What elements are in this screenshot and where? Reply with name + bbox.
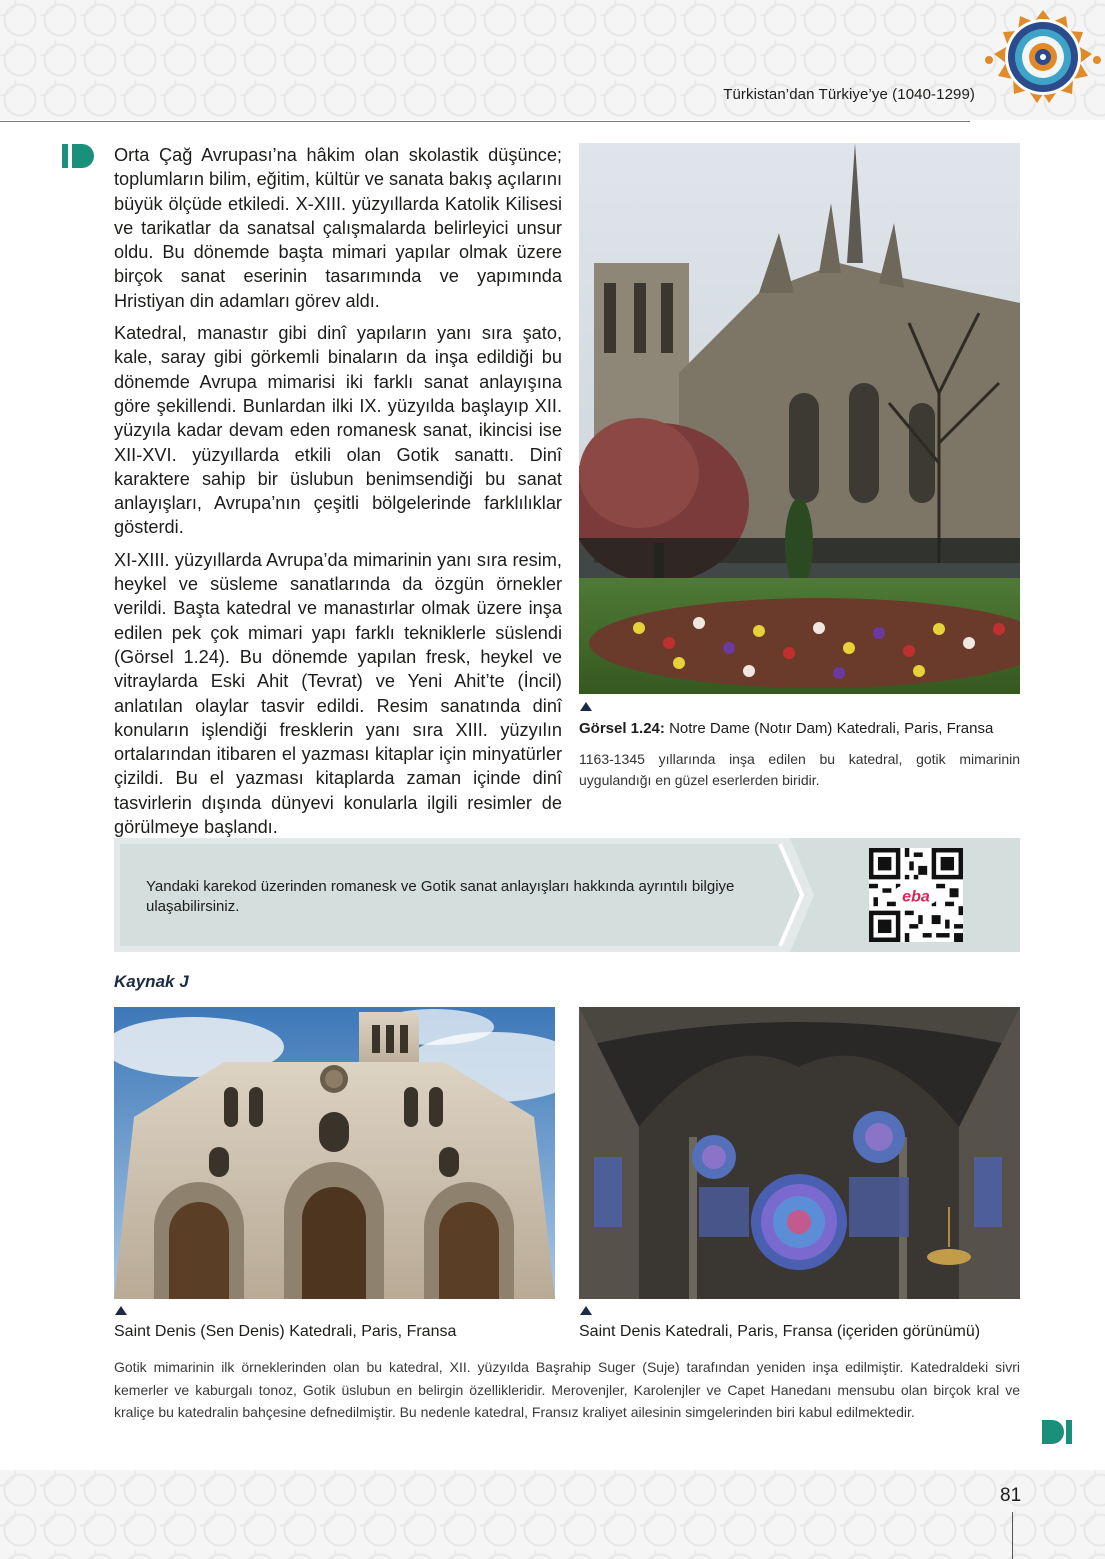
caption-marker-icon — [580, 1306, 592, 1315]
rosette-ornament-icon — [984, 10, 1102, 110]
saint-denis-facade-photo — [114, 1007, 555, 1299]
section-start-icon — [62, 144, 94, 168]
source-heading: Kaynak J — [114, 972, 189, 991]
section-end-icon — [1042, 1420, 1074, 1444]
figure-description: 1163-1345 yıllarında inşa edilen bu katedral, gotik mimarinin uygulandığı en güzel eserlerden biridir. — [579, 751, 1020, 788]
saint-denis-interior-photo — [579, 1007, 1020, 1299]
qr-code-icon[interactable] — [868, 848, 964, 942]
source-note: Gotik mimarinin ilk örneklerinden olan bu katedral, XII. yüzyılda Başrahip Suger (Suje) tarafından yeniden inşa edilmiştir. Katedraldeki sivri kemerler ve kaburgalı tonoz, Gotik üslubun en belirgin özellikleridir. Merovenjler, Karolenjler ve Capet Hanedanı mensubu olan birçok kral ve kraliçe bu katedralin bahçesine defnedilmiştir. Bu nedenle katedral, Fransız kraliyet ailesinin simgelerinden biri kabul edilmektedir. — [114, 1359, 1020, 1420]
paragraph-2: Katedral, manastır gibi dinî yapıların yanı sıra şato, kale, saray gibi görkemli binaların da inşa edildiği bu dönemde Avrupa mimarisi iki farklı sanat anlayışına göre şekillendi. Bunlardan ilki IX. yüzyılda başlayıp XII. yüzyıla kadar devam eden romanesk sanat, ikincisi ise XII-XVI. yüzyıllarda etkili olan Gotik sanattı. Dinî karaktere sahip bir üslubun benimsendiği bu sanat anlayışları, Avrupa’nın çeşitli bölgelerinde farklılıklar gösterdi. — [114, 323, 562, 538]
facade-caption: Saint Denis (Sen Denis) Katedrali, Paris, Fransa — [114, 1323, 457, 1340]
paragraph-1: Orta Çağ Avrupası’na hâkim olan skolastik düşünce; toplumların bilim, eğitim, kültür ve sanata bakış açılarını büyük ölçüde etkiledi. X-XIII. yüzyıllarda Katolik Kilisesi ve tarikatlar da sanatsal çalışmalarda belirleyici unsur oldu. Bu dönemde başta mimari yapılar olmak üzere birçok sanat eserinin tasarımında ve yapımında Hristiyan din adamları görev aldı. — [114, 145, 562, 311]
figure-title: Notre Dame (Notır Dam) Katedrali, Paris, Fransa — [669, 720, 994, 737]
header-divider — [0, 121, 970, 122]
figure-caption — [579, 720, 1024, 737]
notre-dame-photo — [579, 143, 1020, 694]
qr-info-text: Yandaki karekod üzerinden romanesk ve Gotik sanat anlayışları hakkında ayrıntılı bilgiye ulaşabilirsiniz. — [146, 878, 735, 915]
page-number-rule — [1012, 1512, 1013, 1559]
interior-caption: Saint Denis Katedrali, Paris, Fransa (içeriden görünümü) — [579, 1323, 981, 1340]
caption-marker-icon — [580, 702, 592, 711]
caption-marker-icon — [115, 1306, 127, 1315]
header-title: Türkistan’dan Türkiye’ye (1040-1299) — [723, 86, 975, 103]
eba-logo: eba — [902, 887, 930, 906]
footer-pattern — [0, 1470, 1105, 1559]
body-text — [114, 143, 562, 847]
paragraph-3: XI-XIII. yüzyıllarda Avrupa’da mimarinin yanı sıra resim, heykel ve süsleme sanatlarında da özgün örnekler verildi. Başta katedral ve manastırlar olmak üzere inşa edilen pek çok mimari yapı farklı tekniklerle süslendi (Görsel 1.24). Bu dönemde yapılan fresk, heykel ve vitraylarda Eski Ahit (Tevrat) ve Yeni Ahit’te (İncil) anlatılan olaylar tasvir edildi. Resim sanatında dinî konuların işlendiği fresklerin yanı sıra XIII. yüzyılın ortalarından itibaren el yazması kitaplar için minyatürler çizildi. Bu el yazması kitaplarda zaman içinde dinî tasvirlerin dışında dünyevi konularla ilgili resimler de görülmeye başlandı. — [114, 549, 562, 838]
page-number: 81 — [1000, 1485, 1022, 1506]
figure-label: Görsel 1.24: — [579, 720, 665, 737]
